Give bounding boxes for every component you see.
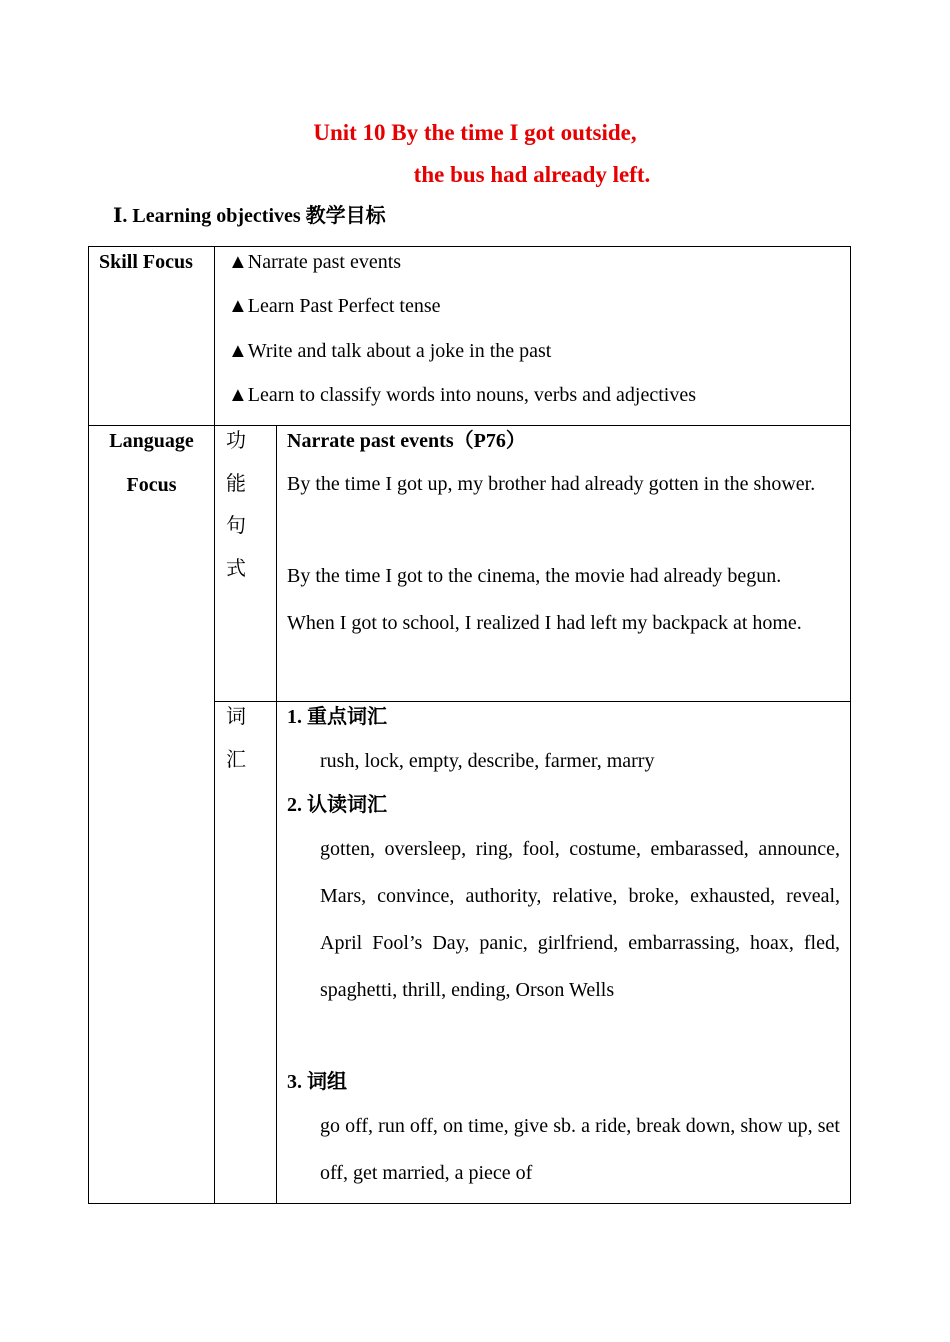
section-heading: Ⅰ. Learning objectives 教学目标 bbox=[113, 205, 386, 227]
phrases-heading: 3. 词组 bbox=[287, 1071, 347, 1093]
phrases-list: go off, run off, on time, give sb. a ride, break down, show up, set off, get married, a piece of bbox=[320, 1115, 840, 1184]
function-sentence: When I got to school, I realized I had left my backpack at home. bbox=[287, 612, 802, 634]
document-title-line1: Unit 10 By the time I got outside, bbox=[313, 120, 637, 145]
function-sentence: By the time I got up, my brother had already gotten in the shower. bbox=[287, 473, 816, 495]
functions-label-char: 句 bbox=[226, 515, 246, 537]
functions-label-char: 能 bbox=[226, 473, 246, 495]
skill-item: ▲Narrate past events bbox=[228, 251, 402, 273]
language-focus-label-line1: Language bbox=[109, 430, 194, 452]
read-vocab-heading: 2. 认读词汇 bbox=[287, 794, 387, 816]
vocab-label-char: 词 bbox=[226, 706, 246, 728]
document-title-line2: the bus had already left. bbox=[413, 162, 651, 187]
read-vocab-words: gotten, oversleep, ring, fool, costume, embarassed, announce, Mars, convince, authority, relative, broke, exhausted, reveal, April Fool’s Day, panic, girlfriend, embarrassing, hoax, fled, spaghetti, thrill, ending, Orson Wells bbox=[320, 838, 840, 1001]
function-sentence: By the time I got to the cinema, the movie had already begun. bbox=[287, 565, 782, 587]
key-vocab-words: rush, lock, empty, describe, farmer, marry bbox=[320, 750, 655, 772]
language-focus-label-line2: Focus bbox=[126, 474, 177, 496]
skill-item: ▲Learn Past Perfect tense bbox=[228, 295, 441, 317]
vocab-label-char: 汇 bbox=[226, 749, 246, 771]
skill-focus-label: Skill Focus bbox=[99, 251, 193, 273]
functions-label-char: 功 bbox=[226, 430, 246, 452]
skill-item: ▲Learn to classify words into nouns, verbs and adjectives bbox=[228, 384, 697, 406]
key-vocab-heading: 1. 重点词汇 bbox=[287, 706, 387, 728]
functions-heading: Narrate past events（P76） bbox=[287, 430, 526, 452]
skill-item: ▲Write and talk about a joke in the past bbox=[228, 340, 552, 362]
functions-label-char: 式 bbox=[226, 558, 246, 580]
